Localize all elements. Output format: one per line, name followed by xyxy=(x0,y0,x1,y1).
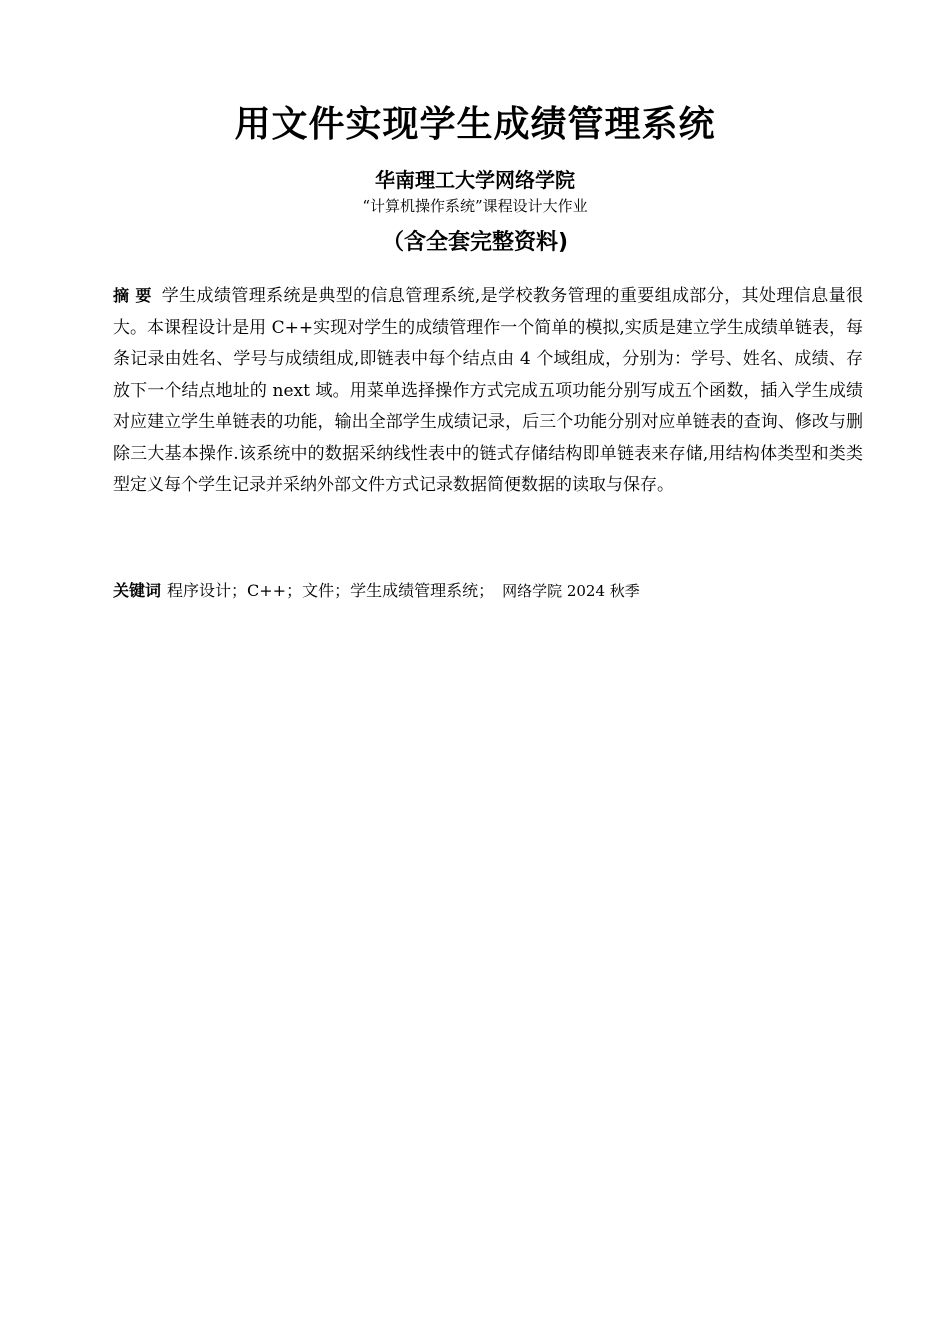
semester-text: 网络学院 2024 秋季 xyxy=(502,582,640,600)
abstract-paragraph xyxy=(113,280,863,502)
organization-name: 华南理工大学网络学院 xyxy=(375,168,575,192)
keywords-line xyxy=(113,577,863,605)
abstract-text: 学生成绩管理系统是典型的信息管理系统,是学校教务管理的重要组成部分，其处理信息量很大。本课程设计是用 C++实现对学生的成绩管理作一个简单的模拟,实质是建立学生成绩单链表，每条记录由姓名、学号与成绩组成,即链表中每个结点由 4 个域组成，分别为：学号、姓名、成绩、存放下一个结点地址的 next 域。用菜单选择操作方式完成五项功能分别写成五个函数，插入学生成绩对应建立学生单链表的功能，输出全部学生成绩记录，后三个功能分别对应单链表的查询、修改与删除三大基本操作.该系统中的数据采纳线性表中的链式存储结构即单链表来存储,用结构体类型和类类型定义每个学生记录并采纳外部文件方式记录数据简便数据的读取与保存。 xyxy=(113,286,863,495)
document-title: 用文件实现学生成绩管理系统 xyxy=(234,104,716,145)
keywords-text: 程序设计；C++；文件；学生成绩管理系统； xyxy=(167,581,495,600)
abstract-label: 摘 要 xyxy=(113,286,152,305)
materials-note: （含全套完整资料) xyxy=(381,230,569,255)
keywords-label: 关键词 xyxy=(113,581,162,600)
course-name: “计算机操作系统”课程设计大作业 xyxy=(362,197,588,215)
